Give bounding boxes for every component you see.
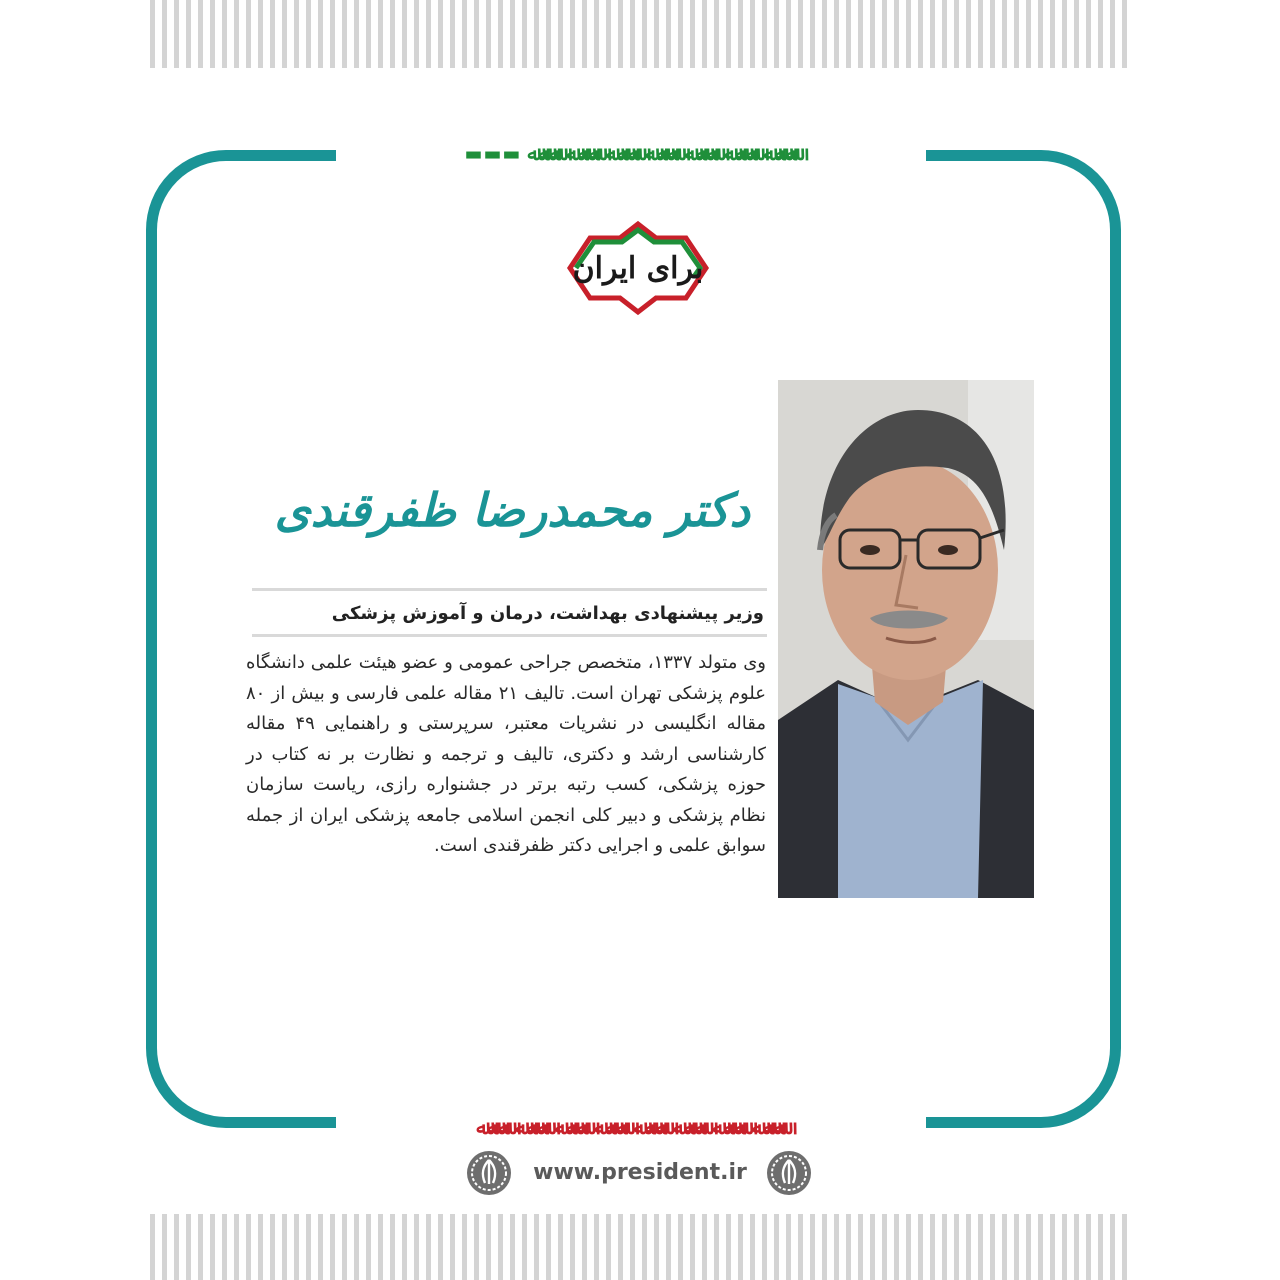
footer <box>466 1148 816 1198</box>
bottom-stripes-decoration <box>150 1214 1130 1280</box>
position-title: وزیر پیشنهادی بهداشت، درمان و آموزش پزشکی <box>331 603 764 624</box>
portrait-photo <box>778 380 1034 898</box>
biography-text: وی متولد ۱۳۳۷، متخصص جراحی عمومی و عضو هیئت علمی دانشگاه علوم پزشکی تهران است. تالیف ۲۱ مقاله علمی فارسی و بیش از ۸۰ مقاله انگلیسی در نشریات معتبر، سرپرستی و راهنمایی ۴۹ مقاله کارشناسی ارشد و دکتری، تالیف و ترجمه و نظارت بر نه کتاب در حوزه پزشکی، کسب رتبه برتر در جشنواره رازی، ریاست سازمان نظام پزشکی و دبیر کلی انجمن اسلامی جامعه پزشکی ایران از جمله سوابق علمی و اجرایی دکتر ظفرقندی است. <box>246 652 766 856</box>
logo-text: برای ایران <box>572 250 704 286</box>
baraye-iran-logo <box>550 220 726 316</box>
website-url[interactable]: www.president.ir <box>533 1160 747 1185</box>
person-name-calligraphy: دکتر محمدرضا ظفرقندی <box>274 483 750 537</box>
divider-bottom <box>252 634 767 637</box>
iran-emblem-icon <box>766 1150 812 1196</box>
iran-emblem-icon <box>466 1150 512 1196</box>
divider-top <box>252 588 767 591</box>
kufic-band-top: ▬▬▬ ﷲﷲﷲ ﷲﷲﷲ ﷲﷲﷲ ﷲﷲﷲ ﷲﷲﷲ ﷲﷲﷲ ﷲﷲﷲ <box>336 140 926 168</box>
kufic-band-bottom: ﷲﷲﷲ ﷲﷲﷲ ﷲﷲﷲ ﷲﷲﷲ ﷲﷲﷲ ﷲﷲﷲ ﷲﷲﷲ ﷲﷲﷲ <box>336 1114 926 1142</box>
portrait-illustration <box>778 380 1034 898</box>
kufic-pattern: ▬▬▬ <box>464 142 522 165</box>
top-stripes-decoration <box>150 0 1130 68</box>
